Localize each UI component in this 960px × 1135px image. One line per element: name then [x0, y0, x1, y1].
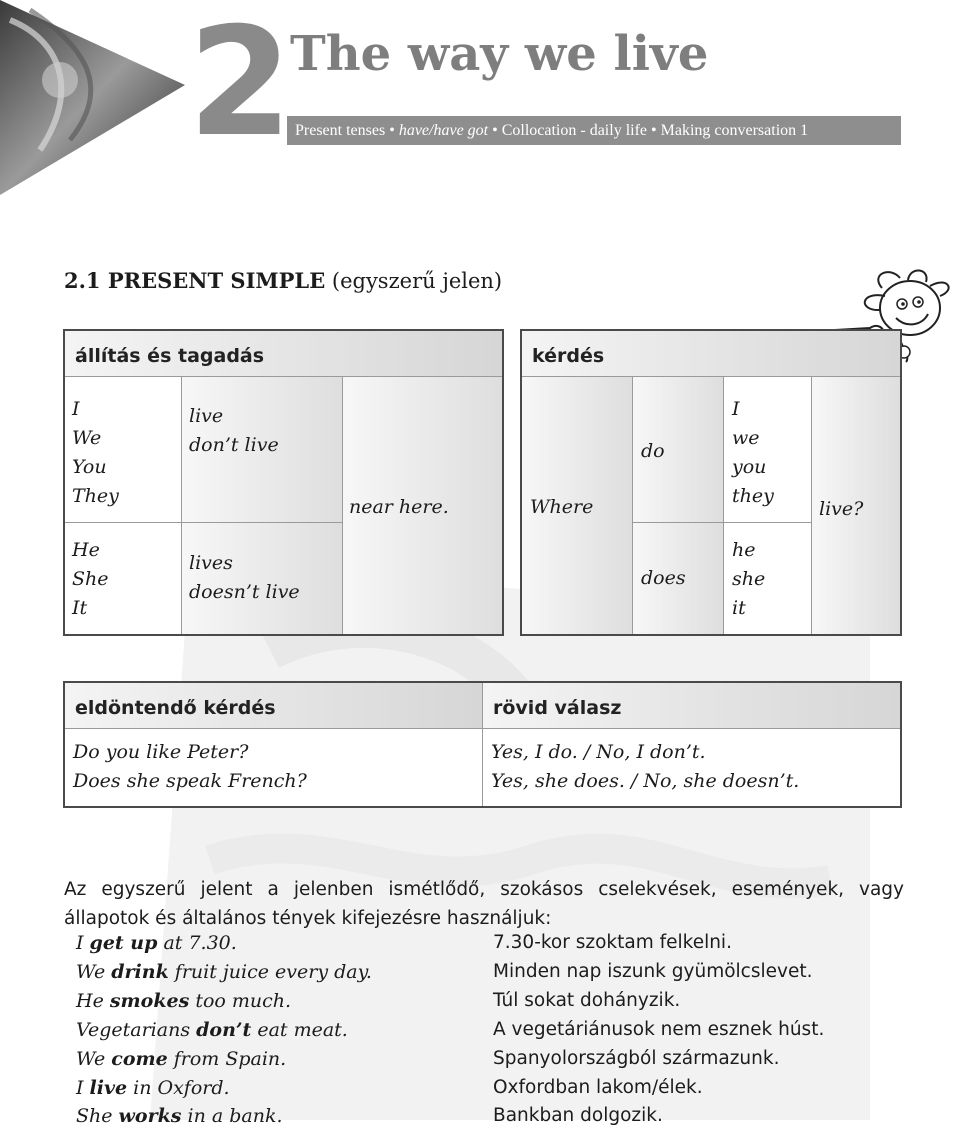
example-sentence: We come from Spain. [76, 1048, 287, 1070]
section-note: (egyszerű jelen) [325, 269, 503, 293]
verb-form: don’t live [189, 434, 279, 456]
section-heading [64, 268, 502, 293]
example-sentence: We drink fruit juice every day. [76, 961, 372, 983]
auxiliary: does [641, 567, 686, 589]
subtitle-part1: Present tenses • [295, 122, 399, 139]
wh-word-cell [522, 377, 633, 634]
pronoun: I [732, 398, 740, 420]
example-translation: Minden nap iszunk gyümölcslevet. [493, 961, 813, 982]
question-table [520, 329, 902, 636]
pronoun: They [72, 485, 119, 507]
question-table-header: kérdés [522, 331, 900, 377]
example-translation: Spanyolországból származunk. [493, 1048, 780, 1069]
example-translation: Oxfordban lakom/élek. [493, 1077, 703, 1098]
example-sentence: I get up at 7.30. [76, 932, 237, 954]
yes-no-question-table [63, 681, 902, 808]
pronoun: they [732, 485, 774, 507]
unit-title: The way we live [290, 26, 709, 82]
subtitle-part2: have/have got [398, 122, 489, 139]
main-verb: live? [819, 498, 864, 520]
yes-no-question-header: eldöntendő kérdés [65, 683, 483, 729]
pronoun-group-b-cell [65, 523, 182, 634]
pronoun-group-b-cell [724, 523, 812, 634]
section-title: 2.1 PRESENT SIMPLE [64, 268, 326, 293]
corner-decoration [0, 0, 200, 200]
usage-explanation: Az egyszerű jelent a jelenben ismétlődő, szokásos cselekvések, események, vagy állapotok és általános tények kifejezésre használjuk: [64, 879, 904, 929]
example-translation: Túl sokat dohányzik. [493, 990, 681, 1011]
pronoun: she [732, 568, 766, 590]
verb-form: live [189, 405, 224, 427]
example-answer: Yes, I do. / No, I don’t. [491, 741, 706, 763]
verb-form: lives [189, 552, 233, 574]
pronoun: We [72, 427, 102, 449]
example-sentence: Vegetarians don’t eat meat. [76, 1019, 348, 1041]
example-sentence: I live in Oxford. [76, 1077, 230, 1099]
pronoun: we [732, 427, 760, 449]
pronoun: It [72, 597, 88, 619]
example-question: Do you like Peter? [73, 741, 249, 763]
complement-cell [343, 377, 502, 634]
pronoun: you [732, 456, 767, 478]
pronoun: I [72, 398, 80, 420]
example-sentence: She works in a bank. [76, 1105, 283, 1127]
aux-does-cell [633, 523, 724, 634]
pronoun: She [72, 568, 109, 590]
pronoun-group-a-cell [724, 377, 812, 523]
example-question: Does she speak French? [73, 770, 307, 792]
statement-negative-table [63, 329, 504, 636]
example-translation: A vegetáriánusok nem esznek húst. [493, 1019, 825, 1040]
example-answer: Yes, she does. / No, she doesn’t. [491, 770, 800, 792]
example-translation: Bankban dolgozik. [493, 1105, 663, 1126]
wh-word: Where [530, 496, 594, 518]
pronoun: You [72, 456, 107, 478]
aux-do-cell [633, 377, 724, 523]
verb-form: doesn’t live [189, 581, 300, 603]
unit-number: 2 [188, 0, 287, 170]
questions-cell [65, 729, 483, 806]
answers-cell [483, 729, 900, 806]
pronoun-group-a-cell [65, 377, 182, 523]
statement-table-header: állítás és tagadás [65, 331, 502, 377]
subtitle-part3: • Collocation - daily life • Making conversation 1 [488, 122, 809, 139]
example-translation: 7.30-kor szoktam felkelni. [493, 932, 732, 953]
auxiliary: do [641, 440, 665, 462]
main-verb-cell [812, 377, 900, 634]
verb-group-b-cell [182, 523, 343, 634]
verb-group-a-cell [182, 377, 343, 523]
pronoun: he [732, 539, 756, 561]
complement-text: near here. [349, 496, 449, 518]
short-answer-header: rövid válasz [483, 683, 900, 729]
pronoun: He [72, 539, 100, 561]
pronoun: it [732, 597, 746, 619]
example-sentence: He smokes too much. [76, 990, 292, 1012]
unit-subtitle-bar [287, 116, 901, 145]
